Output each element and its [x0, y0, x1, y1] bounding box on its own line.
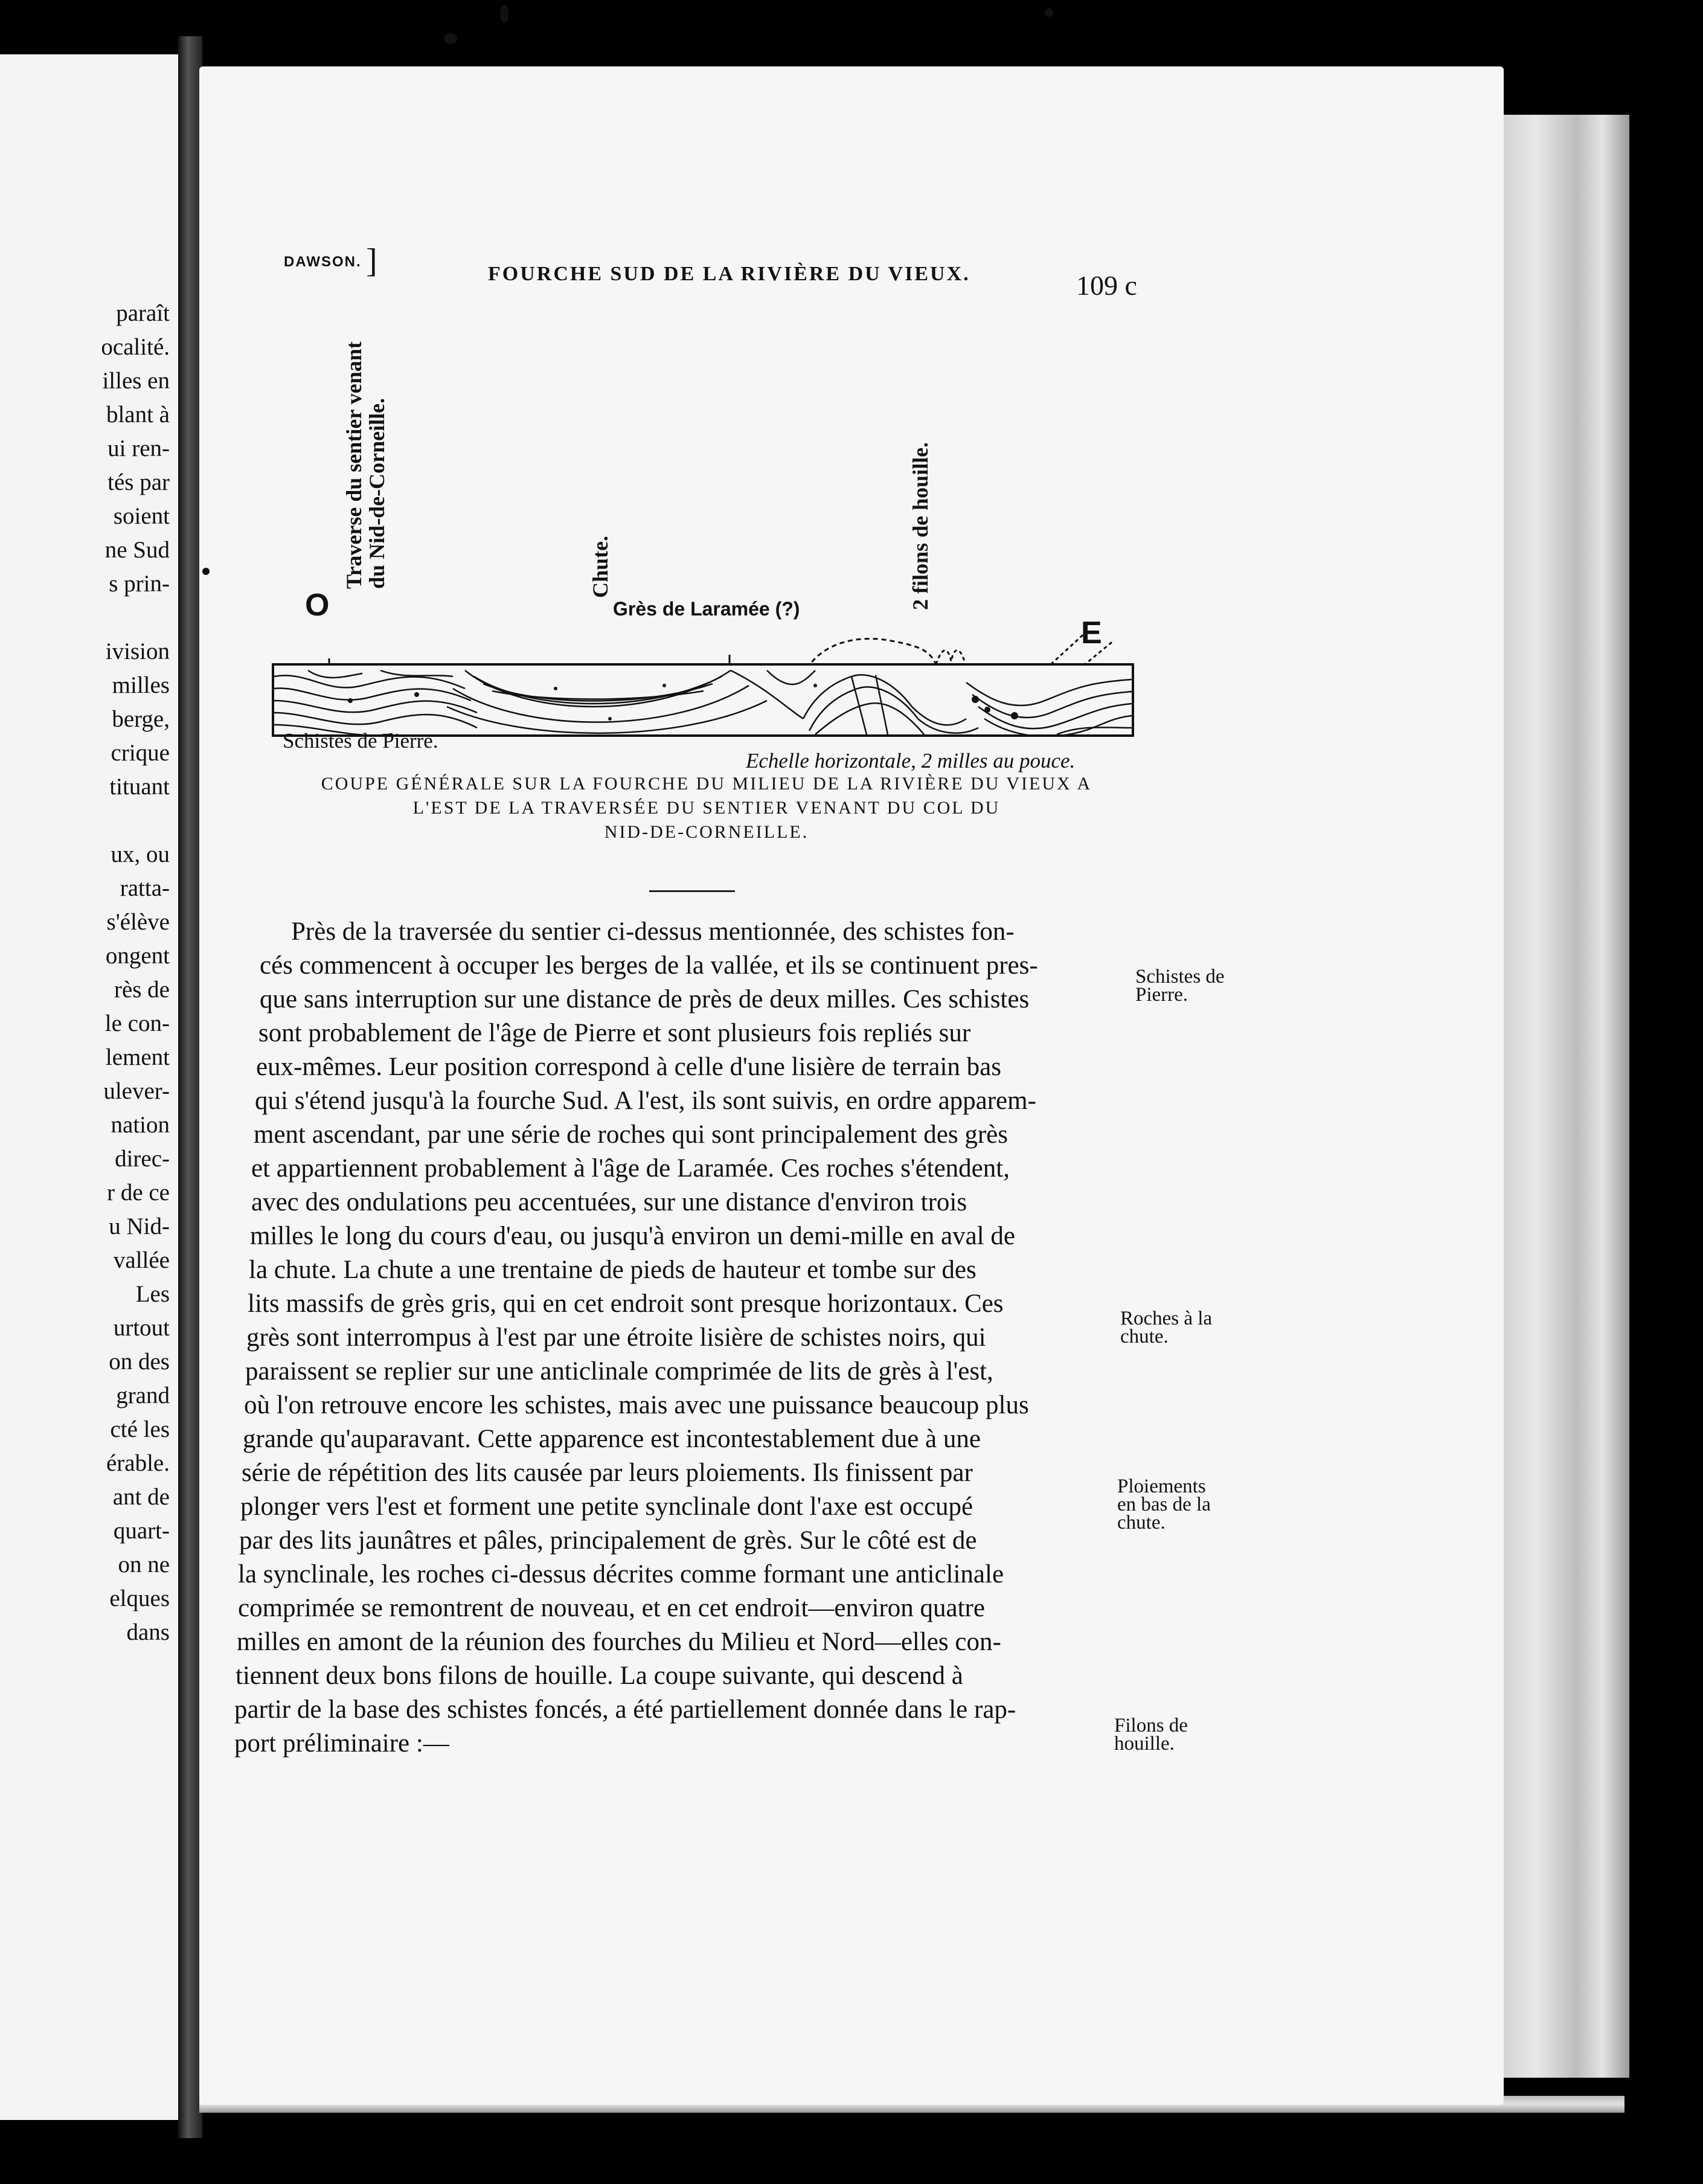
body-line: la chute. La chute a une trentaine de pieds de hauteur et tombe sur des: [249, 1256, 977, 1284]
facing-page-line: r de ce: [107, 1180, 170, 1206]
scan-speck: [500, 5, 508, 23]
facing-page-line: grand: [116, 1383, 170, 1408]
facing-page-line: elques: [109, 1585, 170, 1611]
facing-page-line: ratta-: [120, 875, 170, 901]
facing-page-line: urtout: [113, 1315, 170, 1341]
body-line: grès sont interrompus à l'est par une étroite lisière de schistes noirs, qui: [246, 1323, 986, 1352]
figure-label-east: E: [1081, 615, 1102, 650]
scan-speck: [444, 33, 457, 44]
body-line: plonger vers l'est et forment une petite synclinale dont l'axe est occupé: [240, 1492, 973, 1521]
facing-page-line: nation: [111, 1112, 170, 1138]
body-line: lits massifs de grès gris, qui en cet endroit sont presque horizontaux. Ces: [248, 1290, 1004, 1318]
figure-title: COUPE GÉNÉRALE SUR LA FOURCHE DU MILIEU DE LA RIVIÈRE DU VIEUX A L'EST DE LA TRAVERSÉE DU SENTIER VENANT DU COL DU NID-DE-CORNEILLE.: [321, 774, 1092, 842]
body-line: la synclinale, les roches ci-dessus décrites comme formant une anticlinale: [238, 1560, 1004, 1588]
facing-page-line: lement: [105, 1044, 170, 1070]
running-head-bracket: ]: [366, 242, 377, 280]
facing-page-line: crique: [111, 740, 170, 766]
body-line: que sans interruption sur une distance de près de deux milles. Ces schistes: [260, 985, 1030, 1013]
figure-scale: Echelle horizontale, 2 milles au pouce.: [746, 749, 1076, 772]
facing-page-line: tituant: [109, 774, 170, 800]
geological-cross-section: [272, 628, 1135, 743]
facing-page-line: u Nid-: [109, 1213, 170, 1239]
facing-page-line: berge,: [112, 706, 170, 732]
facing-page-line: Les: [135, 1281, 170, 1307]
facing-page-line: ivision: [105, 638, 170, 664]
body-line: par des lits jaunâtres et pâles, principalement de grès. Sur le côté est de: [239, 1526, 977, 1555]
body-line: eux-mêmes. Leur position correspond à celle d'une lisière de terrain bas: [256, 1053, 1001, 1081]
body-line: et appartiennent probablement à l'âge de Laramée. Ces roches s'étendent,: [251, 1154, 1010, 1183]
facing-page-line: direc-: [115, 1146, 170, 1172]
page-number: 109 c: [1076, 270, 1137, 301]
margin-note-ploiements: Ploiements en bas de la chute.: [1117, 1476, 1211, 1534]
body-line: tiennent deux bons filons de houille. La coupe suivante, qui descend à: [236, 1662, 963, 1690]
figure-label-traverse: Traverse du sentier venant du Nid-de-Corneille.: [342, 341, 389, 589]
section-rule: [649, 890, 735, 892]
page-stack-edge: [1495, 115, 1629, 2078]
book-gutter: [178, 36, 202, 2138]
body-line: grande qu'auparavant. Cette apparence est incontestablement due à une: [243, 1425, 981, 1453]
running-head-author: DAWSON.: [284, 254, 362, 270]
facing-page-line: dans: [126, 1619, 170, 1645]
facing-page-line: milles: [112, 672, 170, 698]
body-line: partir de la base des schistes foncés, a été partiellement donnée dans le rap-: [234, 1695, 1016, 1724]
facing-page-line: ulever-: [103, 1078, 170, 1104]
body-line: Près de la traversée du sentier ci-dessus mentionnée, des schistes fon-: [291, 917, 1015, 946]
body-line: cés commencent à occuper les berges de la vallée, et ils se continuent pres-: [260, 951, 1038, 980]
facing-page-line: tés par: [107, 469, 170, 495]
facing-page-line: ux, ou: [111, 841, 170, 867]
facing-page-line: illes en: [102, 368, 170, 394]
margin-note-filons: Filons de houille.: [1114, 1715, 1188, 1755]
facing-page-line: ongent: [105, 943, 170, 969]
facing-page-line: ne Sud: [104, 537, 170, 563]
body-line: milles le long du cours d'eau, ou jusqu'à environ un demi-mille en aval de: [250, 1222, 1015, 1250]
body-line: avec des ondulations peu accentuées, sur une distance d'environ trois: [251, 1188, 967, 1216]
facing-page-line: blant à: [106, 402, 170, 428]
facing-page-line: on ne: [118, 1552, 170, 1578]
body-line: qui s'étend jusqu'à la fourche Sud. A l'est, ils sont suivis, en ordre apparem-: [255, 1087, 1036, 1115]
running-head-title: FOURCHE SUD DE LA RIVIÈRE DU VIEUX.: [488, 263, 970, 285]
figure-label-chute: Chute.: [588, 535, 612, 598]
margin-note-roches: Roches à la chute.: [1120, 1308, 1213, 1347]
margin-note-schistes: Schistes de Pierre.: [1135, 966, 1225, 1006]
facing-page-line: ocalité.: [101, 334, 170, 360]
figure-caption-left: Schistes de Pierre.: [283, 729, 438, 753]
body-line: sont probablement de l'âge de Pierre et sont plusieurs fois repliés sur: [258, 1019, 971, 1047]
facing-page-line: ant de: [112, 1484, 170, 1510]
facing-page-line: rès de: [114, 977, 170, 1003]
body-line: où l'on retrouve encore les schistes, mais avec une puissance beaucoup plus: [244, 1391, 1029, 1419]
figure-label-filons: 2 filons de houille.: [908, 442, 932, 610]
facing-page-line: cté les: [110, 1416, 170, 1442]
body-line: comprimée se remontrent de nouveau, et en cet endroit—environ quatre: [238, 1594, 985, 1622]
facing-page-line: érable.: [106, 1450, 170, 1476]
body-line: ment ascendant, par une série de roches qui sont principalement des grès: [254, 1120, 1008, 1149]
scan-speck: [202, 568, 210, 575]
figure-label-west: O: [305, 588, 330, 623]
facing-page-line: soient: [113, 503, 170, 529]
facing-page-line: le con-: [104, 1010, 170, 1036]
facing-page-line: paraît: [116, 300, 170, 326]
facing-page-line: s'élève: [106, 909, 170, 935]
body-line: paraissent se replier sur une anticlinale comprimée de lits de grès à l'est,: [245, 1357, 993, 1386]
facing-page: [0, 54, 182, 2120]
body-line: milles en amont de la réunion des fourches du Milieu et Nord—elles con-: [237, 1628, 1001, 1656]
scan-speck: [1045, 8, 1053, 17]
facing-page-line: on des: [109, 1349, 170, 1375]
facing-page-line: ui ren-: [107, 435, 170, 461]
body-line: série de répétition des lits causée par leurs ploiements. Ils finissent par: [242, 1459, 973, 1487]
facing-page-line: s prin-: [109, 571, 170, 597]
facing-page-line: quart-: [113, 1518, 170, 1544]
body-line: port préliminaire :—: [234, 1729, 449, 1758]
facing-page-line: vallée: [113, 1247, 170, 1273]
figure-label-gres: Grès de Laramée (?): [613, 598, 800, 620]
